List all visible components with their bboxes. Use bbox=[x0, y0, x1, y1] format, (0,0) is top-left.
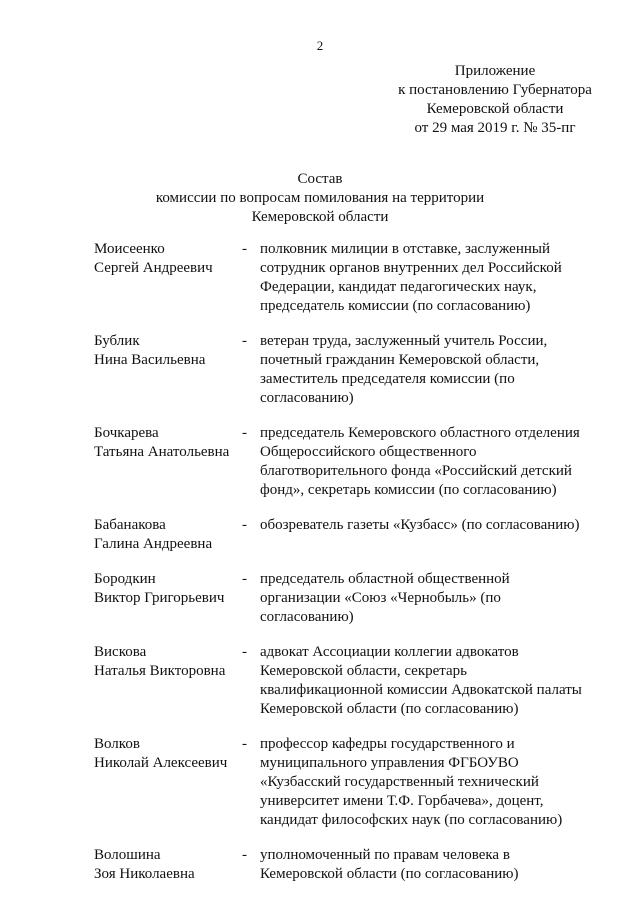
member-dash: - bbox=[242, 644, 247, 660]
member-surname: Волошина bbox=[94, 847, 161, 863]
member-role-line: профессор кафедры государственного и bbox=[260, 736, 515, 752]
member-surname: Моисеенко bbox=[94, 241, 165, 257]
member-role-line: Кемеровской области (по согласованию) bbox=[260, 701, 519, 717]
member-role-line: фонд», секретарь комиссии (по согласованию) bbox=[260, 482, 557, 498]
member-name bbox=[94, 846, 242, 884]
member-role bbox=[260, 570, 614, 627]
member-row bbox=[94, 332, 614, 408]
member-role bbox=[260, 516, 614, 554]
member-list bbox=[94, 240, 614, 900]
member-role-line: полковник милиции в отставке, заслуженный bbox=[260, 241, 550, 257]
member-role-line: Общероссийского общественного bbox=[260, 444, 477, 460]
member-surname: Бабанакова bbox=[94, 517, 166, 533]
member-role bbox=[260, 332, 614, 408]
member-role-line: уполномоченный по правам человека в bbox=[260, 847, 510, 863]
member-role-line: председатель Кемеровского областного отделения bbox=[260, 425, 580, 441]
member-role-line: Кемеровской области, секретарь bbox=[260, 663, 468, 679]
appendix-line: Приложение bbox=[454, 63, 536, 79]
member-given-name: Зоя Николаевна bbox=[94, 866, 195, 882]
appendix-line: к постановлению Губернатора bbox=[398, 82, 592, 98]
member-role-line: согласованию) bbox=[260, 609, 354, 625]
member-name bbox=[94, 424, 242, 500]
member-role bbox=[260, 424, 614, 500]
member-role-line: председатель комиссии (по согласованию) bbox=[260, 298, 531, 314]
title-line: комиссии по вопросам помилования на территории bbox=[155, 190, 485, 206]
member-given-name: Наталья Викторовна bbox=[94, 663, 226, 679]
document-title bbox=[0, 170, 640, 227]
member-role-line: организации «Союз «Чернобыль» (по bbox=[260, 590, 501, 606]
member-dash: - bbox=[242, 425, 247, 441]
member-role bbox=[260, 846, 614, 884]
member-role-line: благотворительного фонда «Российский детский bbox=[260, 463, 572, 479]
member-role-line: университет имени Т.Ф. Горбачева», доцент, bbox=[260, 793, 544, 809]
member-role-line: сотрудник органов внутренних дел Российской bbox=[260, 260, 562, 276]
member-role bbox=[260, 643, 614, 719]
member-row bbox=[94, 570, 614, 627]
appendix-line: от 29 мая 2019 г. № 35-пг bbox=[414, 120, 576, 136]
member-given-name: Татьяна Анатольевна bbox=[94, 444, 230, 460]
member-role-line: «Кузбасский государственный технический bbox=[260, 774, 539, 790]
page-number: 2 bbox=[316, 38, 324, 53]
member-row bbox=[94, 424, 614, 500]
member-name bbox=[94, 332, 242, 408]
title-line: Состав bbox=[297, 171, 343, 187]
member-surname: Бублик bbox=[94, 333, 140, 349]
member-role-line: кандидат философских наук (по согласованию) bbox=[260, 812, 563, 828]
member-dash: - bbox=[242, 333, 247, 349]
member-given-name: Виктор Григорьевич bbox=[94, 590, 225, 606]
member-role-line: обозреватель газеты «Кузбасс» (по согласованию) bbox=[260, 517, 580, 533]
member-role-line: Федерации, кандидат педагогических наук, bbox=[260, 279, 537, 295]
member-role-line: адвокат Ассоциации коллегии адвокатов bbox=[260, 644, 519, 660]
member-name bbox=[94, 516, 242, 554]
member-row bbox=[94, 643, 614, 719]
member-given-name: Николай Алексеевич bbox=[94, 755, 228, 771]
title-line: Кемеровской области bbox=[251, 209, 389, 225]
member-role bbox=[260, 735, 614, 830]
member-surname: Вискова bbox=[94, 644, 147, 660]
member-name bbox=[94, 240, 242, 316]
member-surname: Бородкин bbox=[94, 571, 156, 587]
member-row bbox=[94, 516, 614, 554]
member-dash: - bbox=[242, 241, 247, 257]
member-surname: Бочкарева bbox=[94, 425, 159, 441]
member-role bbox=[260, 240, 614, 316]
member-role-line: муниципального управления ФГБОУВО bbox=[260, 755, 519, 771]
member-role-line: квалификационной комиссии Адвокатской палаты bbox=[260, 682, 582, 698]
member-role-line: председатель областной общественной bbox=[260, 571, 510, 587]
appendix-header bbox=[380, 62, 610, 138]
member-row bbox=[94, 735, 614, 830]
member-surname: Волков bbox=[94, 736, 140, 752]
member-given-name: Нина Васильевна bbox=[94, 352, 206, 368]
member-name bbox=[94, 570, 242, 627]
member-role-line: Кемеровской области (по согласованию) bbox=[260, 866, 519, 882]
member-dash: - bbox=[242, 517, 247, 533]
member-given-name: Галина Андреевна bbox=[94, 536, 213, 552]
member-role-line: согласованию) bbox=[260, 390, 354, 406]
member-row bbox=[94, 240, 614, 316]
member-role-line: ветеран труда, заслуженный учитель России, bbox=[260, 333, 548, 349]
member-role-line: почетный гражданин Кемеровской области, bbox=[260, 352, 540, 368]
member-name bbox=[94, 643, 242, 719]
member-row bbox=[94, 846, 614, 884]
member-role-line: заместитель председателя комиссии (по bbox=[260, 371, 515, 387]
member-given-name: Сергей Андреевич bbox=[94, 260, 213, 276]
member-name bbox=[94, 735, 242, 830]
member-dash: - bbox=[242, 736, 247, 752]
member-dash: - bbox=[242, 571, 247, 587]
appendix-line: Кемеровской области bbox=[426, 101, 564, 117]
member-dash: - bbox=[242, 847, 247, 863]
